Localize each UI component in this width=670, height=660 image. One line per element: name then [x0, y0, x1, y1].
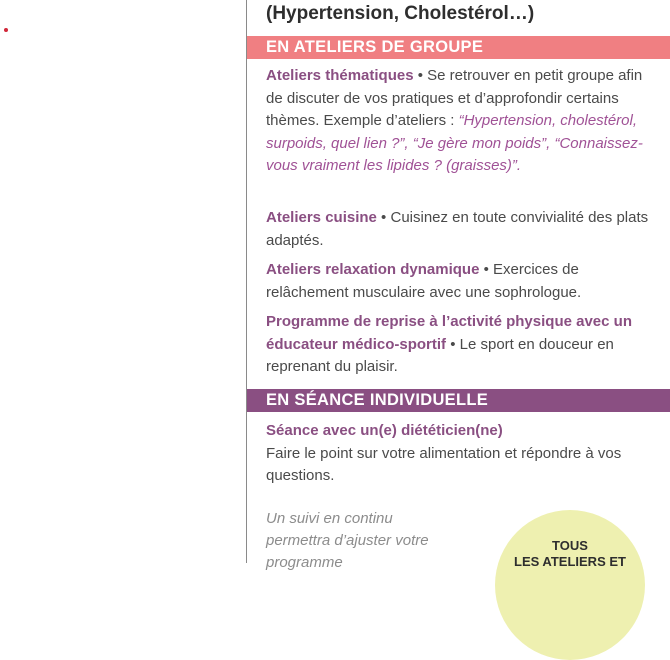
physical-activity-label: Programme de reprise à l’activité physique avec un éducateur médico-sportif: [266, 313, 632, 353]
follow-up-note: Un suivi en continu permettra d’ajuster votre programme: [266, 510, 429, 571]
thematic-workshops-label: Ateliers thématiques: [266, 67, 414, 84]
cooking-workshops-text: Cuisinez en toute convivialité des plats adaptés.: [266, 209, 649, 249]
workshop-examples: “Hypertension, cholestérol, surpoids, quel lien ?”, “Je gère mon poids”, “Connaissez-vous vraiment les lipides ? (graisses)”.: [266, 112, 643, 174]
group-workshops-banner: [247, 36, 670, 59]
group-workshops-title: EN ATELIERS DE GROUPE: [266, 38, 484, 56]
cooking-workshops-label: Ateliers cuisine: [266, 209, 377, 226]
highlight-circle-text: [495, 538, 645, 570]
cooking-workshops-paragraph: [266, 207, 662, 252]
bullet-dot: [4, 28, 8, 32]
separator: •: [413, 67, 428, 84]
separator: •: [376, 209, 391, 226]
physical-activity-paragraph: [266, 311, 662, 379]
circle-line-2: LES ATELIERS ET: [514, 554, 626, 569]
circle-line-1: TOUS: [552, 538, 588, 553]
dietitian-session-paragraph: [266, 420, 662, 488]
relaxation-workshops-label: Ateliers relaxation dynamique: [266, 261, 480, 278]
physical-activity-text: Le sport en douceur en reprenant du plaisir.: [266, 335, 614, 375]
relaxation-workshops-text: Exercices de relâchement musculaire avec une sophrologue.: [266, 261, 582, 301]
dietitian-session-label: Séance avec un(e) diététicien(ne): [266, 422, 503, 439]
thematic-workshops-paragraph: [266, 65, 662, 178]
section-heading: (Hypertension, Cholestérol…): [266, 3, 535, 24]
column-divider: [246, 0, 247, 563]
highlight-circle: [495, 510, 645, 660]
separator: •: [479, 261, 493, 278]
thematic-workshops-text: Se retrouver en petit groupe afin de discuter de vos pratiques et d’approfondir certains thèmes. Exemple d’ateliers :: [266, 67, 643, 129]
separator: •: [446, 335, 460, 353]
relaxation-workshops-paragraph: [266, 259, 662, 304]
dietitian-session-text: Faire le point sur votre alimentation et répondre à vos questions.: [266, 444, 622, 484]
individual-session-banner: [247, 389, 670, 412]
individual-session-title: EN SÉANCE INDIVIDUELLE: [266, 391, 489, 409]
